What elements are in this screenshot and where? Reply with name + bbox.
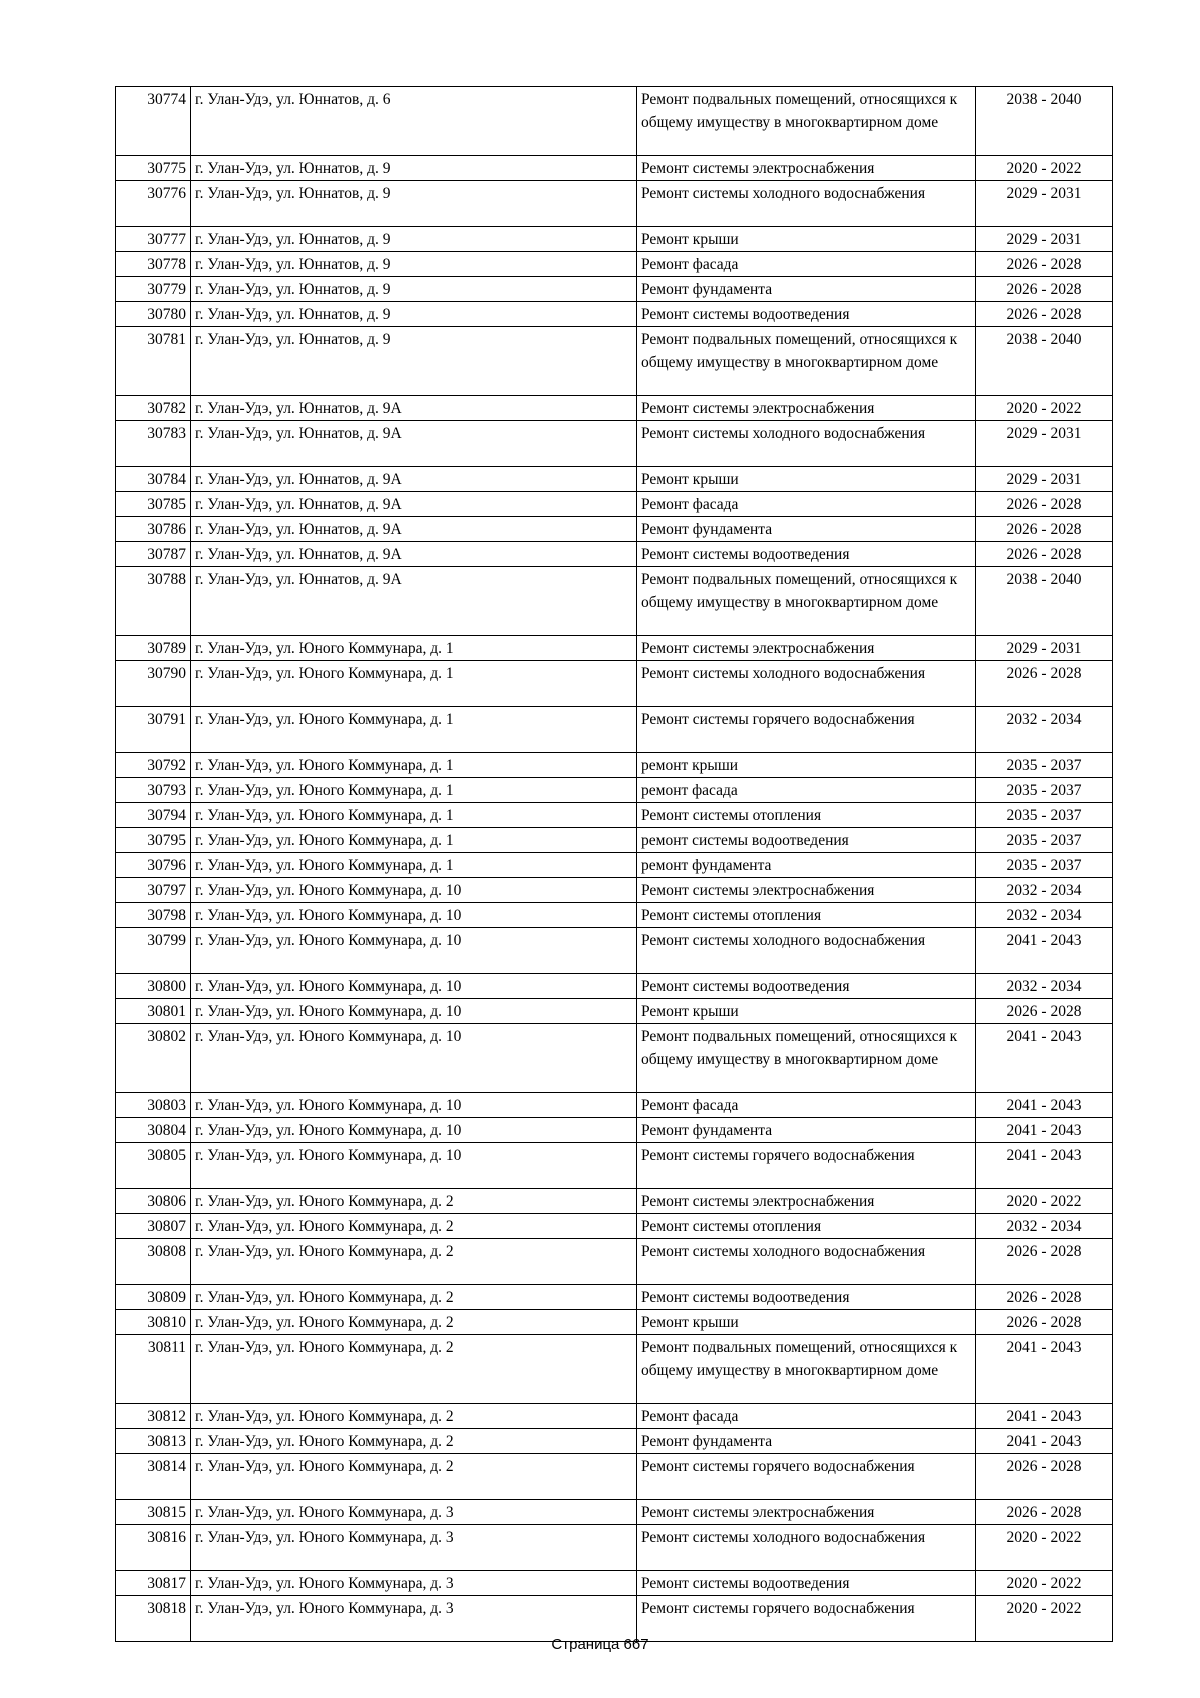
work-type-cell: Ремонт крыши xyxy=(637,227,976,252)
work-type-cell: ремонт фасада xyxy=(637,778,976,803)
row-number-cell: 30774 xyxy=(116,87,191,156)
row-number-cell: 30794 xyxy=(116,803,191,828)
page-number: Страница 667 xyxy=(551,1636,649,1653)
work-type-cell: Ремонт системы водоотведения xyxy=(637,974,976,999)
address-cell: г. Улан-Удэ, ул. Юного Коммунара, д. 10 xyxy=(191,928,637,974)
table-row xyxy=(116,227,1113,252)
table-row xyxy=(116,181,1113,227)
row-number-cell: 30780 xyxy=(116,302,191,327)
work-type-cell: Ремонт подвальных помещений, относящихся к общему имуществу в многоквартирном доме xyxy=(637,87,976,156)
table-row xyxy=(116,327,1113,396)
row-number-cell: 30788 xyxy=(116,567,191,636)
table-row xyxy=(116,1429,1113,1454)
row-number-cell: 30809 xyxy=(116,1285,191,1310)
row-number-cell: 30783 xyxy=(116,421,191,467)
row-number-cell: 30778 xyxy=(116,252,191,277)
row-number-cell: 30810 xyxy=(116,1310,191,1335)
table-row xyxy=(116,928,1113,974)
work-type-cell: Ремонт системы горячего водоснабжения xyxy=(637,1143,976,1189)
row-number-cell: 30784 xyxy=(116,467,191,492)
address-cell: г. Улан-Удэ, ул. Юннатов, д. 9 xyxy=(191,302,637,327)
period-cell: 2020 - 2022 xyxy=(976,1596,1113,1642)
table-row xyxy=(116,1404,1113,1429)
address-cell: г. Улан-Удэ, ул. Юннатов, д. 9 xyxy=(191,181,637,227)
row-number-cell: 30816 xyxy=(116,1525,191,1571)
period-cell: 2041 - 2043 xyxy=(976,928,1113,974)
period-cell: 2020 - 2022 xyxy=(976,1525,1113,1571)
table-row xyxy=(116,999,1113,1024)
work-type-cell: Ремонт подвальных помещений, относящихся к общему имуществу в многоквартирном доме xyxy=(637,1024,976,1093)
work-type-cell: Ремонт системы горячего водоснабжения xyxy=(637,1596,976,1642)
table-row xyxy=(116,974,1113,999)
work-type-cell: Ремонт системы электроснабжения xyxy=(637,156,976,181)
period-cell: 2035 - 2037 xyxy=(976,853,1113,878)
work-type-cell: Ремонт фасада xyxy=(637,492,976,517)
row-number-cell: 30790 xyxy=(116,661,191,707)
work-type-cell: Ремонт системы холодного водоснабжения xyxy=(637,1525,976,1571)
table-row xyxy=(116,636,1113,661)
address-cell: г. Улан-Удэ, ул. Юного Коммунара, д. 1 xyxy=(191,778,637,803)
address-cell: г. Улан-Удэ, ул. Юного Коммунара, д. 1 xyxy=(191,803,637,828)
address-cell: г. Улан-Удэ, ул. Юннатов, д. 9 xyxy=(191,277,637,302)
address-cell: г. Улан-Удэ, ул. Юного Коммунара, д. 1 xyxy=(191,853,637,878)
work-type-cell: Ремонт системы электроснабжения xyxy=(637,636,976,661)
address-cell: г. Улан-Удэ, ул. Юного Коммунара, д. 10 xyxy=(191,999,637,1024)
table-row xyxy=(116,517,1113,542)
row-number-cell: 30779 xyxy=(116,277,191,302)
work-type-cell: Ремонт фундамента xyxy=(637,517,976,542)
address-cell: г. Улан-Удэ, ул. Юннатов, д. 9А xyxy=(191,421,637,467)
row-number-cell: 30806 xyxy=(116,1189,191,1214)
work-type-cell: Ремонт системы водоотведения xyxy=(637,542,976,567)
row-number-cell: 30800 xyxy=(116,974,191,999)
address-cell: г. Улан-Удэ, ул. Юннатов, д. 9 xyxy=(191,156,637,181)
row-number-cell: 30815 xyxy=(116,1500,191,1525)
work-type-cell: Ремонт подвальных помещений, относящихся к общему имуществу в многоквартирном доме xyxy=(637,327,976,396)
table-row xyxy=(116,1214,1113,1239)
work-type-cell: Ремонт системы отопления xyxy=(637,1214,976,1239)
period-cell: 2029 - 2031 xyxy=(976,227,1113,252)
period-cell: 2026 - 2028 xyxy=(976,1239,1113,1285)
period-cell: 2026 - 2028 xyxy=(976,492,1113,517)
work-type-cell: Ремонт системы отопления xyxy=(637,803,976,828)
work-type-cell: Ремонт системы горячего водоснабжения xyxy=(637,1454,976,1500)
work-type-cell: Ремонт системы водоотведения xyxy=(637,302,976,327)
address-cell: г. Улан-Удэ, ул. Юного Коммунара, д. 10 xyxy=(191,1093,637,1118)
table-row xyxy=(116,661,1113,707)
row-number-cell: 30789 xyxy=(116,636,191,661)
address-cell: г. Улан-Удэ, ул. Юного Коммунара, д. 2 xyxy=(191,1189,637,1214)
row-number-cell: 30777 xyxy=(116,227,191,252)
address-cell: г. Улан-Удэ, ул. Юннатов, д. 6 xyxy=(191,87,637,156)
work-type-cell: Ремонт фундамента xyxy=(637,1429,976,1454)
table-row xyxy=(116,542,1113,567)
table-row xyxy=(116,1310,1113,1335)
period-cell: 2041 - 2043 xyxy=(976,1024,1113,1093)
repair-schedule-table xyxy=(115,86,1113,1642)
row-number-cell: 30798 xyxy=(116,903,191,928)
address-cell: г. Улан-Удэ, ул. Юннатов, д. 9 xyxy=(191,252,637,277)
work-type-cell: Ремонт фундамента xyxy=(637,1118,976,1143)
table-row xyxy=(116,1500,1113,1525)
period-cell: 2041 - 2043 xyxy=(976,1143,1113,1189)
address-cell: г. Улан-Удэ, ул. Юного Коммунара, д. 10 xyxy=(191,1143,637,1189)
work-type-cell: Ремонт системы электроснабжения xyxy=(637,1189,976,1214)
work-type-cell: Ремонт системы электроснабжения xyxy=(637,1500,976,1525)
table-row xyxy=(116,492,1113,517)
address-cell: г. Улан-Удэ, ул. Юного Коммунара, д. 10 xyxy=(191,1118,637,1143)
period-cell: 2026 - 2028 xyxy=(976,1310,1113,1335)
period-cell: 2035 - 2037 xyxy=(976,828,1113,853)
table-row xyxy=(116,903,1113,928)
period-cell: 2041 - 2043 xyxy=(976,1093,1113,1118)
address-cell: г. Улан-Удэ, ул. Юного Коммунара, д. 1 xyxy=(191,828,637,853)
period-cell: 2026 - 2028 xyxy=(976,542,1113,567)
row-number-cell: 30775 xyxy=(116,156,191,181)
work-type-cell: Ремонт системы холодного водоснабжения xyxy=(637,928,976,974)
address-cell: г. Улан-Удэ, ул. Юного Коммунара, д. 10 xyxy=(191,903,637,928)
table-row xyxy=(116,567,1113,636)
row-number-cell: 30781 xyxy=(116,327,191,396)
period-cell: 2038 - 2040 xyxy=(976,327,1113,396)
work-type-cell: Ремонт фасада xyxy=(637,252,976,277)
work-type-cell: Ремонт системы холодного водоснабжения xyxy=(637,181,976,227)
address-cell: г. Улан-Удэ, ул. Юного Коммунара, д. 1 xyxy=(191,661,637,707)
address-cell: г. Улан-Удэ, ул. Юннатов, д. 9А xyxy=(191,542,637,567)
table-row xyxy=(116,853,1113,878)
row-number-cell: 30802 xyxy=(116,1024,191,1093)
work-type-cell: Ремонт системы электроснабжения xyxy=(637,878,976,903)
table-row xyxy=(116,302,1113,327)
table-row xyxy=(116,878,1113,903)
table-row xyxy=(116,1285,1113,1310)
work-type-cell: Ремонт системы холодного водоснабжения xyxy=(637,661,976,707)
address-cell: г. Улан-Удэ, ул. Юннатов, д. 9 xyxy=(191,327,637,396)
work-type-cell: Ремонт подвальных помещений, относящихся к общему имуществу в многоквартирном доме xyxy=(637,1335,976,1404)
table-row xyxy=(116,277,1113,302)
period-cell: 2032 - 2034 xyxy=(976,707,1113,753)
period-cell: 2032 - 2034 xyxy=(976,974,1113,999)
row-number-cell: 30791 xyxy=(116,707,191,753)
period-cell: 2029 - 2031 xyxy=(976,636,1113,661)
work-type-cell: Ремонт крыши xyxy=(637,467,976,492)
row-number-cell: 30782 xyxy=(116,396,191,421)
table-row xyxy=(116,1454,1113,1500)
period-cell: 2026 - 2028 xyxy=(976,1285,1113,1310)
row-number-cell: 30814 xyxy=(116,1454,191,1500)
row-number-cell: 30796 xyxy=(116,853,191,878)
work-type-cell: Ремонт системы водоотведения xyxy=(637,1285,976,1310)
address-cell: г. Улан-Удэ, ул. Юного Коммунара, д. 2 xyxy=(191,1454,637,1500)
table-row xyxy=(116,1335,1113,1404)
table-row xyxy=(116,396,1113,421)
table-row xyxy=(116,1093,1113,1118)
work-type-cell: Ремонт системы холодного водоснабжения xyxy=(637,421,976,467)
row-number-cell: 30804 xyxy=(116,1118,191,1143)
row-number-cell: 30795 xyxy=(116,828,191,853)
work-type-cell: Ремонт крыши xyxy=(637,999,976,1024)
period-cell: 2032 - 2034 xyxy=(976,1214,1113,1239)
table-row xyxy=(116,1239,1113,1285)
period-cell: 2026 - 2028 xyxy=(976,252,1113,277)
table-row xyxy=(116,1189,1113,1214)
table-row xyxy=(116,753,1113,778)
period-cell: 2026 - 2028 xyxy=(976,661,1113,707)
row-number-cell: 30803 xyxy=(116,1093,191,1118)
work-type-cell: Ремонт крыши xyxy=(637,1310,976,1335)
row-number-cell: 30808 xyxy=(116,1239,191,1285)
work-type-cell: Ремонт фасада xyxy=(637,1404,976,1429)
address-cell: г. Улан-Удэ, ул. Юного Коммунара, д. 2 xyxy=(191,1310,637,1335)
address-cell: г. Улан-Удэ, ул. Юннатов, д. 9А xyxy=(191,467,637,492)
row-number-cell: 30812 xyxy=(116,1404,191,1429)
table-row xyxy=(116,421,1113,467)
address-cell: г. Улан-Удэ, ул. Юного Коммунара, д. 3 xyxy=(191,1571,637,1596)
work-type-cell: Ремонт подвальных помещений, относящихся к общему имуществу в многоквартирном доме xyxy=(637,567,976,636)
period-cell: 2041 - 2043 xyxy=(976,1429,1113,1454)
row-number-cell: 30818 xyxy=(116,1596,191,1642)
row-number-cell: 30801 xyxy=(116,999,191,1024)
period-cell: 2020 - 2022 xyxy=(976,156,1113,181)
period-cell: 2026 - 2028 xyxy=(976,277,1113,302)
address-cell: г. Улан-Удэ, ул. Юннатов, д. 9А xyxy=(191,396,637,421)
work-type-cell: Ремонт системы водоотведения xyxy=(637,1571,976,1596)
table-row xyxy=(116,778,1113,803)
table-row xyxy=(116,156,1113,181)
address-cell: г. Улан-Удэ, ул. Юного Коммунара, д. 2 xyxy=(191,1404,637,1429)
row-number-cell: 30776 xyxy=(116,181,191,227)
address-cell: г. Улан-Удэ, ул. Юного Коммунара, д. 1 xyxy=(191,707,637,753)
row-number-cell: 30813 xyxy=(116,1429,191,1454)
period-cell: 2032 - 2034 xyxy=(976,903,1113,928)
row-number-cell: 30799 xyxy=(116,928,191,974)
table-row xyxy=(116,1596,1113,1642)
work-type-cell: Ремонт системы электроснабжения xyxy=(637,396,976,421)
period-cell: 2035 - 2037 xyxy=(976,753,1113,778)
address-cell: г. Улан-Удэ, ул. Юного Коммунара, д. 2 xyxy=(191,1335,637,1404)
period-cell: 2029 - 2031 xyxy=(976,181,1113,227)
period-cell: 2026 - 2028 xyxy=(976,1454,1113,1500)
work-type-cell: ремонт крыши xyxy=(637,753,976,778)
address-cell: г. Улан-Удэ, ул. Юного Коммунара, д. 10 xyxy=(191,878,637,903)
period-cell: 2029 - 2031 xyxy=(976,467,1113,492)
table-row xyxy=(116,1525,1113,1571)
period-cell: 2038 - 2040 xyxy=(976,87,1113,156)
row-number-cell: 30805 xyxy=(116,1143,191,1189)
address-cell: г. Улан-Удэ, ул. Юного Коммунара, д. 3 xyxy=(191,1596,637,1642)
address-cell: г. Улан-Удэ, ул. Юного Коммунара, д. 2 xyxy=(191,1214,637,1239)
row-number-cell: 30797 xyxy=(116,878,191,903)
row-number-cell: 30786 xyxy=(116,517,191,542)
work-type-cell: Ремонт системы холодного водоснабжения xyxy=(637,1239,976,1285)
address-cell: г. Улан-Удэ, ул. Юннатов, д. 9А xyxy=(191,517,637,542)
period-cell: 2020 - 2022 xyxy=(976,396,1113,421)
address-cell: г. Улан-Удэ, ул. Юного Коммунара, д. 2 xyxy=(191,1239,637,1285)
row-number-cell: 30807 xyxy=(116,1214,191,1239)
period-cell: 2041 - 2043 xyxy=(976,1404,1113,1429)
table-row xyxy=(116,1024,1113,1093)
address-cell: г. Улан-Удэ, ул. Юного Коммунара, д. 10 xyxy=(191,974,637,999)
table-row xyxy=(116,252,1113,277)
address-cell: г. Улан-Удэ, ул. Юного Коммунара, д. 2 xyxy=(191,1285,637,1310)
period-cell: 2035 - 2037 xyxy=(976,778,1113,803)
row-number-cell: 30787 xyxy=(116,542,191,567)
period-cell: 2035 - 2037 xyxy=(976,803,1113,828)
period-cell: 2026 - 2028 xyxy=(976,517,1113,542)
period-cell: 2032 - 2034 xyxy=(976,878,1113,903)
work-type-cell: ремонт системы водоотведения xyxy=(637,828,976,853)
table-row xyxy=(116,467,1113,492)
table-row xyxy=(116,1118,1113,1143)
address-cell: г. Улан-Удэ, ул. Юного Коммунара, д. 2 xyxy=(191,1429,637,1454)
period-cell: 2026 - 2028 xyxy=(976,1500,1113,1525)
address-cell: г. Улан-Удэ, ул. Юннатов, д. 9 xyxy=(191,227,637,252)
row-number-cell: 30785 xyxy=(116,492,191,517)
address-cell: г. Улан-Удэ, ул. Юного Коммунара, д. 1 xyxy=(191,753,637,778)
row-number-cell: 30817 xyxy=(116,1571,191,1596)
table-row xyxy=(116,803,1113,828)
address-cell: г. Улан-Удэ, ул. Юннатов, д. 9А xyxy=(191,567,637,636)
work-type-cell: Ремонт системы горячего водоснабжения xyxy=(637,707,976,753)
table-row xyxy=(116,707,1113,753)
row-number-cell: 30793 xyxy=(116,778,191,803)
period-cell: 2026 - 2028 xyxy=(976,302,1113,327)
work-type-cell: Ремонт фундамента xyxy=(637,277,976,302)
work-type-cell: ремонт фундамента xyxy=(637,853,976,878)
work-type-cell: Ремонт фасада xyxy=(637,1093,976,1118)
table-row xyxy=(116,828,1113,853)
period-cell: 2041 - 2043 xyxy=(976,1118,1113,1143)
address-cell: г. Улан-Удэ, ул. Юного Коммунара, д. 3 xyxy=(191,1500,637,1525)
address-cell: г. Улан-Удэ, ул. Юного Коммунара, д. 1 xyxy=(191,636,637,661)
address-cell: г. Улан-Удэ, ул. Юного Коммунара, д. 10 xyxy=(191,1024,637,1093)
table-row xyxy=(116,1571,1113,1596)
table-row xyxy=(116,87,1113,156)
work-type-cell: Ремонт системы отопления xyxy=(637,903,976,928)
period-cell: 2026 - 2028 xyxy=(976,999,1113,1024)
period-cell: 2038 - 2040 xyxy=(976,567,1113,636)
address-cell: г. Улан-Удэ, ул. Юного Коммунара, д. 3 xyxy=(191,1525,637,1571)
table-row xyxy=(116,1143,1113,1189)
row-number-cell: 30792 xyxy=(116,753,191,778)
address-cell: г. Улан-Удэ, ул. Юннатов, д. 9А xyxy=(191,492,637,517)
row-number-cell: 30811 xyxy=(116,1335,191,1404)
period-cell: 2029 - 2031 xyxy=(976,421,1113,467)
period-cell: 2020 - 2022 xyxy=(976,1571,1113,1596)
period-cell: 2041 - 2043 xyxy=(976,1335,1113,1404)
period-cell: 2020 - 2022 xyxy=(976,1189,1113,1214)
